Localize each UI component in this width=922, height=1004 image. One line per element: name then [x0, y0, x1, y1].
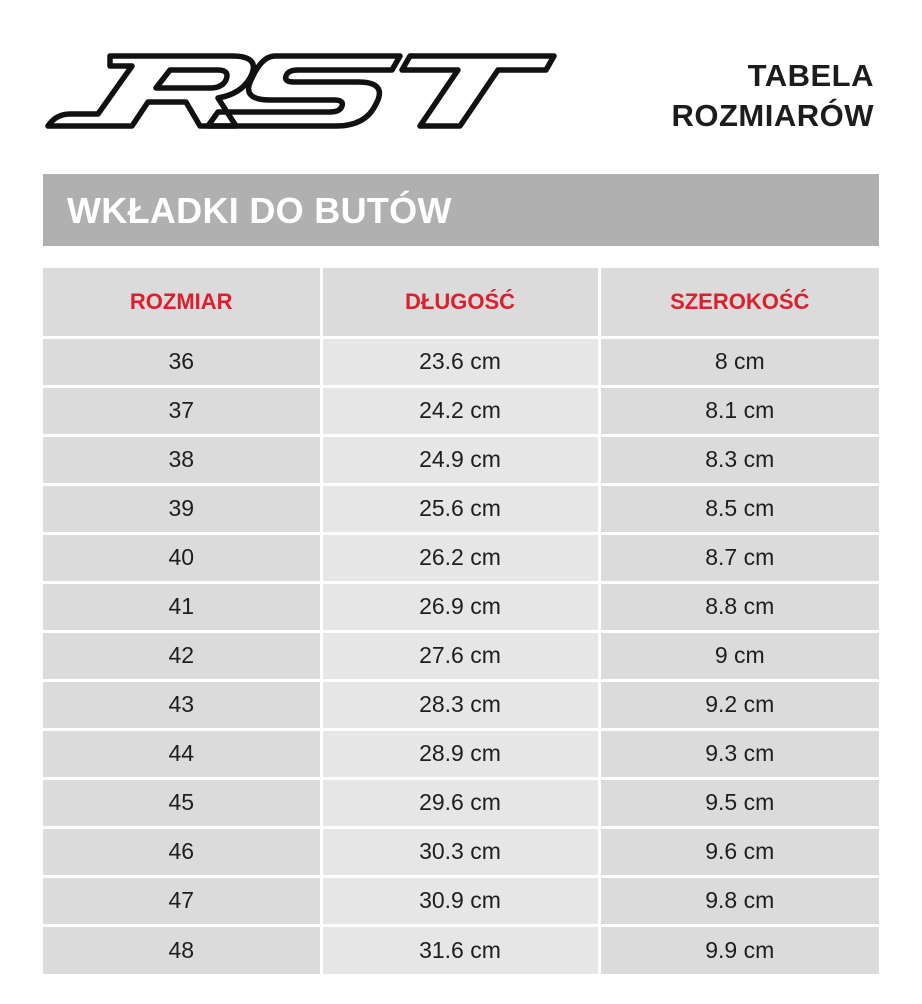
table-row [43, 925, 879, 974]
table-row [43, 337, 879, 386]
cell-length: 27.6 cm [321, 631, 599, 680]
cell-width: 9.2 cm [599, 680, 879, 729]
document-title-line1: TABELA [747, 58, 874, 93]
table-row [43, 582, 879, 631]
cell-length: 26.2 cm [321, 533, 599, 582]
rst-logo-mark [40, 48, 562, 136]
table-row [43, 631, 879, 680]
cell-length: 30.9 cm [321, 876, 599, 925]
cell-width: 9.5 cm [599, 778, 879, 827]
header-length: DŁUGOŚĆ [321, 268, 599, 337]
cell-width: 8.7 cm [599, 533, 879, 582]
header-width: SZEROKOŚĆ [599, 268, 879, 337]
table-row [43, 435, 879, 484]
cell-width: 8.3 cm [599, 435, 879, 484]
header-size: ROZMIAR [43, 268, 321, 337]
cell-width: 9.9 cm [599, 925, 879, 974]
cell-size: 38 [43, 435, 321, 484]
section-title-bar [43, 174, 879, 246]
cell-length: 24.9 cm [321, 435, 599, 484]
cell-size: 46 [43, 827, 321, 876]
cell-width: 8 cm [599, 337, 879, 386]
cell-size: 43 [43, 680, 321, 729]
cell-size: 45 [43, 778, 321, 827]
cell-width: 9.3 cm [599, 729, 879, 778]
table-header-row [43, 268, 879, 337]
cell-size: 47 [43, 876, 321, 925]
table-row [43, 680, 879, 729]
table-row [43, 778, 879, 827]
cell-width: 8.5 cm [599, 484, 879, 533]
cell-length: 24.2 cm [321, 386, 599, 435]
cell-length: 29.6 cm [321, 778, 599, 827]
table-row [43, 533, 879, 582]
cell-width: 8.8 cm [599, 582, 879, 631]
size-table [43, 268, 879, 974]
section-title: WKŁADKI DO BUTÓW [67, 190, 452, 231]
cell-size: 36 [43, 337, 321, 386]
cell-length: 26.9 cm [321, 582, 599, 631]
cell-width: 9.6 cm [599, 827, 879, 876]
cell-size: 40 [43, 533, 321, 582]
cell-size: 44 [43, 729, 321, 778]
cell-size: 39 [43, 484, 321, 533]
cell-width: 8.1 cm [599, 386, 879, 435]
table-row [43, 729, 879, 778]
cell-width: 9 cm [599, 631, 879, 680]
table-row [43, 827, 879, 876]
cell-length: 28.9 cm [321, 729, 599, 778]
cell-size: 41 [43, 582, 321, 631]
cell-width: 9.8 cm [599, 876, 879, 925]
cell-size: 37 [43, 386, 321, 435]
rst-logo [40, 48, 562, 136]
cell-length: 23.6 cm [321, 337, 599, 386]
cell-length: 25.6 cm [321, 484, 599, 533]
table-row [43, 386, 879, 435]
table-row [43, 484, 879, 533]
table-row [43, 876, 879, 925]
document-title-line2: ROZMIARÓW [671, 98, 874, 133]
cell-length: 30.3 cm [321, 827, 599, 876]
cell-length: 31.6 cm [321, 925, 599, 974]
cell-length: 28.3 cm [321, 680, 599, 729]
cell-size: 42 [43, 631, 321, 680]
cell-size: 48 [43, 925, 321, 974]
document-title [671, 56, 874, 136]
